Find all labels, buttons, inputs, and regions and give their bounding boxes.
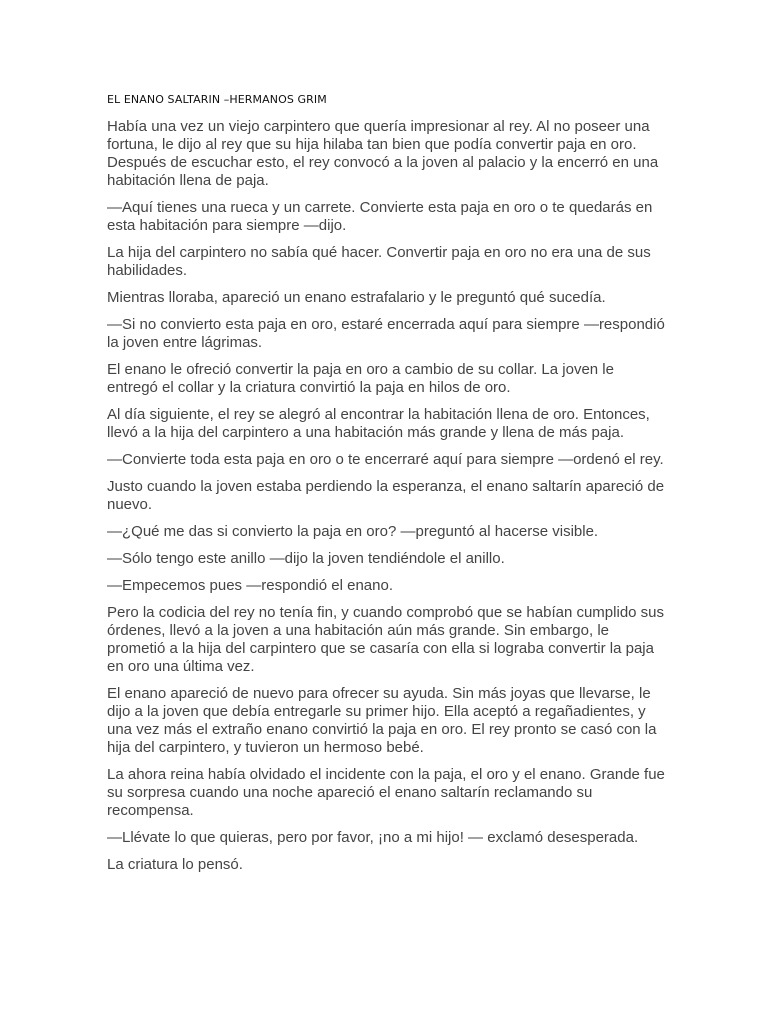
paragraph: Había una vez un viejo carpintero que quería impresionar al rey. Al no poseer una fortuna, le dijo al rey que su hija hilaba tan bien que podía convertir paja en oro. Después de escuchar esto, el rey convocó a la joven al palacio y la encerró en una habitación llena de paja. <box>107 118 659 189</box>
paragraph: Mientras lloraba, apareció un enano estrafalario y le preguntó qué sucedía. <box>107 289 606 306</box>
paragraph: —Sólo tengo este anillo —dijo la joven tendiéndole el anillo. <box>107 550 505 567</box>
paragraph: El enano le ofreció convertir la paja en oro a cambio de su collar. La joven le entregó el collar y la criatura convirtió la paja en hilos de oro. <box>107 361 614 396</box>
paragraph: Pero la codicia del rey no tenía fin, y cuando comprobó que se habían cumplido sus órdenes, llevó a la joven a una habitación aún más grande. Sin embargo, le prometió a la hija del carpintero que se casaría con ella si lograba convertir la paja en oro una última vez. <box>107 604 665 675</box>
paragraph: La criatura lo pensó. <box>107 856 243 873</box>
paragraph: —Convierte toda esta paja en oro o te encerraré aquí para siempre —ordenó el rey. <box>107 451 664 468</box>
document-title: EL ENANO SALTARIN –HERMANOS GRIM <box>107 93 327 106</box>
document-page <box>107 93 667 883</box>
paragraph: —Si no convierto esta paja en oro, estaré encerrada aquí para siempre —respondió la joven entre lágrimas. <box>107 316 665 351</box>
paragraph: —Llévate lo que quieras, pero por favor, ¡no a mi hijo! — exclamó desesperada. <box>107 829 639 846</box>
paragraph: Justo cuando la joven estaba perdiendo la esperanza, el enano saltarín apareció de nuevo. <box>107 478 665 513</box>
paragraph: La ahora reina había olvidado el incidente con la paja, el oro y el enano. Grande fue su sorpresa cuando una noche apareció el enano saltarín reclamando su recompensa. <box>107 766 665 819</box>
paragraph: —¿Qué me das si convierto la paja en oro? —preguntó al hacerse visible. <box>107 523 599 540</box>
paragraph: —Aquí tienes una rueca y un carrete. Convierte esta paja en oro o te quedarás en esta habitación para siempre —dijo. <box>107 199 653 234</box>
paragraph: —Empecemos pues —respondió el enano. <box>107 577 393 594</box>
paragraph: El enano apareció de nuevo para ofrecer su ayuda. Sin más joyas que llevarse, le dijo a la joven que debía entregarle su primer hijo. Ella aceptó a regañadientes, y una vez más el extraño enano convirtió la paja en oro. El rey pronto se casó con la hija del carpintero, y tuvieron un hermoso bebé. <box>107 685 657 756</box>
paragraph: La hija del carpintero no sabía qué hacer. Convertir paja en oro no era una de sus habilidades. <box>107 244 651 279</box>
paragraph: Al día siguiente, el rey se alegró al encontrar la habitación llena de oro. Entonces, llevó a la hija del carpintero a una habitación más grande y llena de más paja. <box>107 406 650 441</box>
